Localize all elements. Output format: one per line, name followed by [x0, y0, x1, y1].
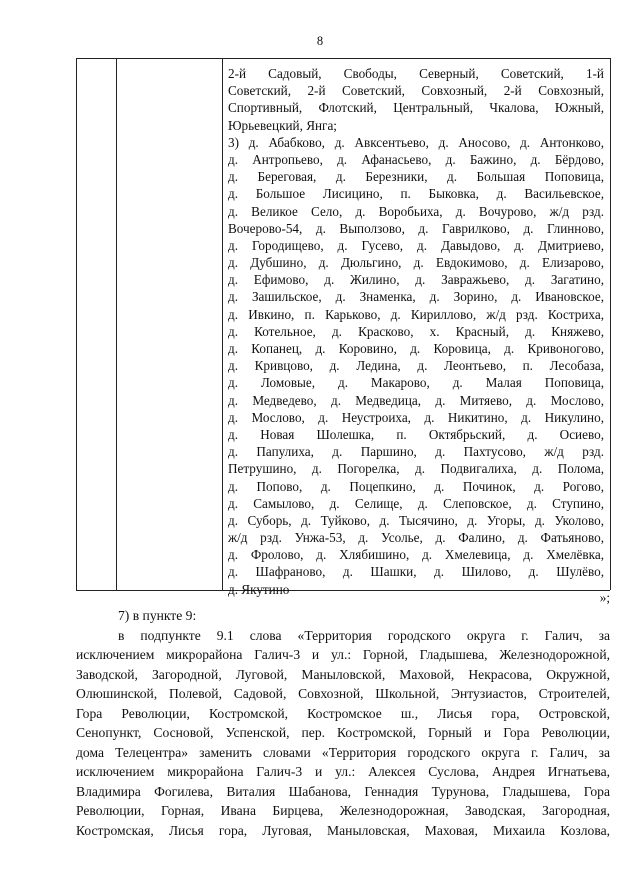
table-cell-line: д. Береговая, д. Березники, д. Большая Поповица, [228, 169, 604, 185]
table-cell-line: д. Большое Лисицино, п. Быковка, д. Васильевское, [228, 186, 604, 202]
table-cell-line: 3) д. Абабково, д. Авксентьево, д. Аносово, д. Антонково, [228, 134, 604, 150]
table-cell-line: ж/д рзд. Унжа-53, д. Усолье, д. Фалино, д. Фатьяново, [228, 530, 604, 546]
table-cell-line: Вочерово-54, д. Выползово, д. Гаврилково, д. Глинново, [228, 220, 604, 236]
table-cell-text [228, 65, 604, 598]
table-cell-line: Советский, 2-й Советский, Совхозный, 2-й Совхозный, [228, 83, 604, 99]
paragraph-line: в подпункте 9.1 слова «Территория городского округа г. Галич, за [118, 627, 610, 643]
table-cell-line: д. Котельное, д. Красково, х. Красный, д. Княжево, [228, 323, 604, 339]
paragraph-line: Владимира Фогилева, Виталия Шабанова, Геннадия Турунова, Гладышева, Гора [76, 783, 610, 799]
table-cell-line: д. Антропьево, д. Афанасьево, д. Бажино, д. Бёрдово, [228, 151, 604, 167]
table-border-top [76, 58, 610, 59]
table-cell-line: д. Фролово, д. Хлябишино, д. Хмелевица, д. Хмелёвка, [228, 547, 604, 563]
closing-quote: »; [599, 590, 610, 605]
paragraph-line: дома Телецентра» заменить словами «Территория городского округа г. Галич, за [76, 744, 610, 760]
paragraph-line: исключением микрорайона Галич-3 и ул.: Алексея Суслова, Андрея Игнатьева, [76, 764, 610, 779]
paragraph-line: Олюшинской, Полевой, Садовой, Совхозной, Школьной, Энтузиастов, Строителей, [76, 686, 610, 701]
table-cell-line: д. Ивкино, п. Карьково, д. Кириллово, ж/д рзд. Костриха, [228, 306, 604, 322]
table-cell-line: д. Попово, д. Поцепкино, д. Починок, д. Рогово, [228, 478, 604, 494]
table-cell-line: д. Копанец, д. Коровино, д. Коровица, д. Кривоногово, [228, 341, 604, 356]
table-cell-line: д. Самылово, д. Селище, д. Слеповское, д. Ступино, [228, 495, 604, 511]
table-cell-line: д. Ефимово, д. Жилино, д. Завражьево, д. Загатино, [228, 272, 604, 288]
table-cell-line: д. Мослово, д. Неустроиха, д. Никитино, д. Никулино, [228, 409, 604, 425]
table-cell-line: д. Великое Село, д. Воробьиха, д. Вочурово, ж/д рзд. [228, 203, 604, 219]
paragraph-line: Заводской, Загородной, Луговой, Маныловской, Маховой, Некрасова, Окружной, [76, 666, 610, 682]
amendment-paragraph [76, 606, 610, 840]
paragraph-line: Революции, Горная, Ивана Бирцева, Железнодорожная, Заводская, Загородная, [76, 803, 610, 818]
table-cell-line: 2-й Садовый, Свободы, Северный, Советский, 1-й [228, 66, 604, 81]
table-column-divider-1 [116, 58, 117, 590]
table-cell-line: Юрьевецкий, Янга; [228, 117, 337, 133]
table-cell-line: д. Новая Шолешка, п. Октябрьский, д. Осиево, [228, 426, 604, 442]
table-cell-line: д. Медведево, д. Медведица, д. Митяево, д. Мослово, [228, 392, 604, 408]
table-cell-line: Петрушино, д. Погорелка, д. Подвигалиха, д. Полома, [228, 461, 604, 477]
table-column-divider-2 [222, 58, 223, 590]
table-cell-line: д. Папулиха, д. Паршино, д. Пахтусово, ж/д рзд. [228, 444, 604, 460]
table-border-right [610, 58, 611, 590]
table-cell-line: д. Ломовые, д. Макарово, д. Малая Поповица, [228, 375, 604, 391]
paragraph-heading: 7) в пункте 9: [118, 608, 197, 623]
table-cell-line: д. Зашильское, д. Знаменка, д. Зорино, д. Ивановское, [228, 289, 604, 305]
paragraph-line: Костромская, Лисья гора, Луговая, Маныловская, Маховая, Михаила Козлова, [76, 822, 610, 838]
table-cell-line: д. Суборь, д. Туйково, д. Тысячино, д. Угоры, д. Уколово, [228, 512, 604, 528]
paragraph-line: Гора Революции, Костромской, Костромское ш., Лисья гора, Островской, [76, 705, 610, 721]
table-cell-line: д. Дубшино, д. Дюльгино, д. Евдокимово, д. Елизарово, [228, 255, 604, 271]
table-cell-line: д. Шафраново, д. Шашки, д. Шилово, д. Шулёво, [228, 564, 604, 580]
paragraph-line: исключением микрорайона Галич-3 и ул.: Горной, Гладышева, Железнодорожной, [76, 647, 610, 662]
paragraph-line: Сенопункт, Сосновой, Успенской, пер. Костромской, Горный и Гора Революции, [76, 725, 610, 740]
table-cell-line: д. Городищево, д. Гусево, д. Давыдово, д. Дмитриево, [228, 237, 604, 253]
table-cell-line: д. Кривцово, д. Ледина, д. Леонтьево, п. Лесобаза, [228, 358, 604, 374]
table-cell-line: д. Якутино [228, 581, 290, 597]
page-number: 8 [316, 34, 324, 48]
table-cell-line: Спортивный, Флотский, Центральный, Чкалова, Южный, [228, 100, 604, 116]
table-border-left [76, 58, 77, 590]
